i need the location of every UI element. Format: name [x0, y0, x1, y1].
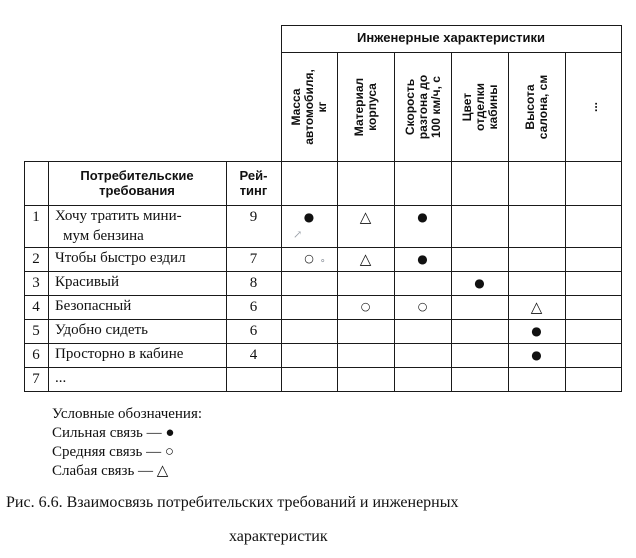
- header-line: Материал: [351, 77, 366, 137]
- relationship-medium-icon: ○: [360, 300, 371, 313]
- relationship-strong-icon: ●: [303, 210, 315, 224]
- rating-value: 8: [249, 275, 258, 291]
- requirement-text-line: Красивый: [55, 274, 120, 290]
- requirement-text-line: ...: [55, 370, 67, 386]
- figure-caption-continued: [229, 528, 328, 546]
- requirement-text: [55, 272, 225, 292]
- requirement-text: [55, 248, 225, 268]
- requirement-text: [55, 206, 225, 246]
- consumer-requirements-header: [48, 168, 226, 198]
- requirement-text-line: Удобно сидеть: [55, 322, 148, 338]
- relationship-strong-icon: ●: [531, 348, 542, 362]
- header-line: отделки: [472, 82, 486, 132]
- relationship-strong-icon: ●: [531, 324, 542, 338]
- row-number: 3: [32, 275, 40, 291]
- rating-value: 9: [249, 209, 258, 225]
- legend-weak: Слабая связь — △: [52, 463, 169, 479]
- engineering-column-header: [566, 55, 620, 159]
- header-line: кабины: [485, 84, 499, 130]
- relationship-weak-icon: △: [359, 250, 372, 268]
- relationship-medium-icon: ○: [417, 300, 428, 313]
- relationship-strong-icon: ●: [417, 210, 428, 224]
- requirement-text: [55, 344, 225, 364]
- requirement-text: [55, 368, 225, 388]
- legend: [52, 405, 202, 481]
- row-number: 5: [32, 323, 40, 339]
- header-line: корпуса: [364, 83, 379, 131]
- pencil-mark: ∘: [320, 255, 326, 267]
- requirement-text-line: Хочу тратить мини-: [55, 208, 182, 224]
- header-line: 100 км/ч, с: [428, 76, 442, 138]
- rating-value: 4: [249, 347, 258, 363]
- figure-caption: [6, 494, 606, 512]
- rating-value: 7: [249, 251, 258, 267]
- row-number: 6: [32, 347, 40, 363]
- engineering-characteristics-header: Инженерные характеристики: [356, 30, 546, 45]
- row-number: 2: [32, 251, 40, 267]
- header-line: салона, см: [535, 74, 550, 140]
- relationship-weak-icon: △: [359, 208, 372, 226]
- grid-line: [621, 25, 622, 392]
- header-line: Высота: [522, 84, 537, 130]
- legend-title: Условные обозначения:: [52, 406, 203, 422]
- row-number: 1: [32, 209, 40, 225]
- requirement-text-line: Чтобы быстро ездил: [55, 250, 186, 266]
- engineering-column-header: [396, 55, 450, 159]
- pencil-mark: ↗: [293, 229, 303, 241]
- rating-header: [226, 168, 281, 198]
- header-line: Рей-: [239, 168, 268, 183]
- engineering-column-header: [453, 55, 507, 159]
- engineering-column-header: [339, 55, 393, 159]
- grid-line: [281, 25, 621, 26]
- legend-medium: Средняя связь — ○: [52, 444, 174, 460]
- header-line: автомобиля,: [301, 69, 316, 145]
- requirement-text: [55, 296, 225, 316]
- header-line: тинг: [239, 183, 268, 198]
- header-line: ...: [585, 102, 600, 113]
- requirement-text-line: Просторно в кабине: [55, 346, 184, 362]
- requirement-text-line: Безопасный: [55, 298, 132, 314]
- grid-line: [451, 52, 452, 392]
- header-line: Потребительские: [80, 168, 194, 183]
- caption-line-1: Рис. 6.6. Взаимосвязь потребительских требований и инженерных: [6, 494, 459, 511]
- rating-value: 6: [249, 323, 258, 339]
- header-line: Масса: [288, 88, 303, 126]
- header-line: Цвет: [459, 92, 473, 122]
- relationship-medium-icon: ○: [304, 252, 314, 265]
- header-line: разгона до: [415, 74, 429, 140]
- grid-line: [24, 161, 621, 162]
- grid-line: [24, 391, 621, 392]
- engineering-column-header: [282, 55, 336, 159]
- engineering-column-header: [510, 55, 564, 159]
- requirement-text: [55, 320, 225, 340]
- caption-line-2: характеристик: [229, 528, 328, 545]
- legend-strong: Сильная связь — ●: [52, 425, 175, 441]
- relationship-weak-icon: △: [530, 298, 543, 316]
- relationship-strong-icon: ●: [474, 276, 485, 290]
- rating-value: 6: [249, 299, 258, 315]
- row-number: 4: [32, 299, 40, 315]
- requirement-text-line: мум бензина: [63, 228, 144, 244]
- header-line: Скорость: [402, 78, 416, 136]
- header-line: требования: [99, 183, 175, 198]
- relationship-strong-icon: ●: [417, 252, 428, 266]
- row-number: 7: [32, 371, 40, 387]
- header-line: кг: [314, 101, 329, 113]
